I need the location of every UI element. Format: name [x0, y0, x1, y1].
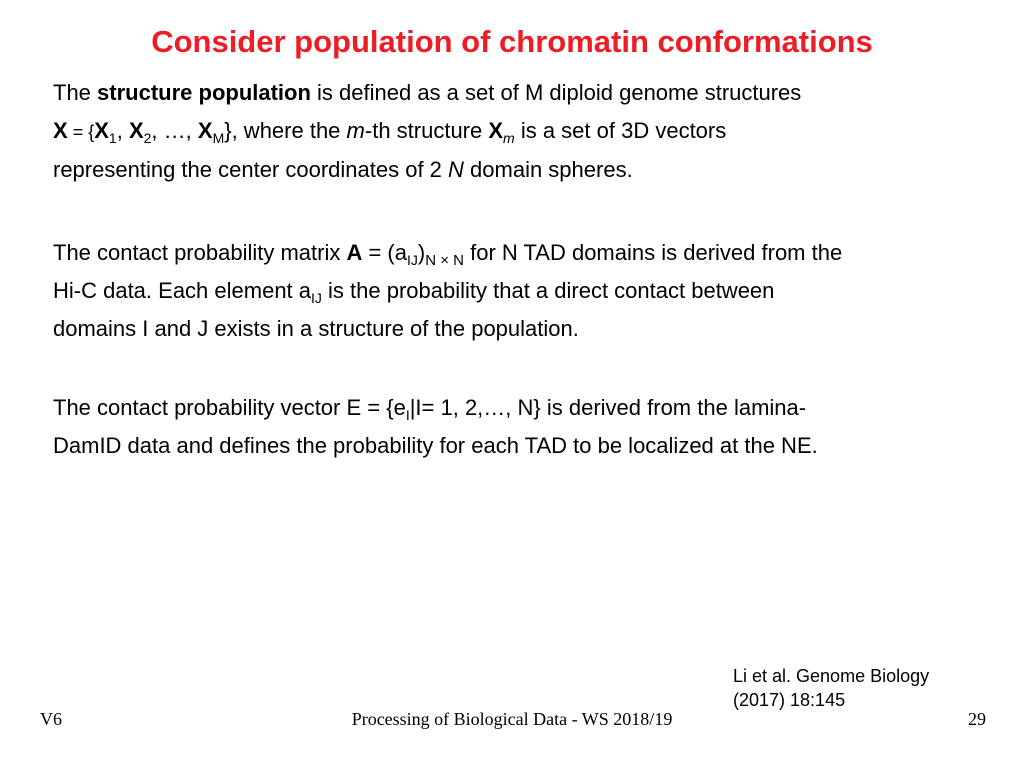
italic-sub-m: m	[503, 130, 515, 146]
paragraph-line	[53, 74, 1003, 112]
italic-m: m	[346, 118, 365, 143]
text-span: |I= 1, 2,…, N} is derived from the lamina-	[409, 395, 807, 420]
paragraph-line	[53, 389, 1003, 427]
subscript: I	[405, 407, 410, 423]
symbol-A: A	[346, 240, 363, 265]
bold-term: structure population	[97, 80, 311, 105]
text-span: domain spheres.	[463, 157, 633, 182]
text-span: Hi-C data. Each element a	[53, 278, 312, 303]
text-span: The contact probability matrix	[53, 240, 347, 265]
contact-vector-paragraph	[53, 389, 1003, 465]
subscript	[503, 130, 515, 146]
citation-line: Li et al. Genome Biology	[733, 666, 930, 686]
text-span: is the probability that a direct contact between	[321, 278, 775, 303]
footer-page-number: 29	[968, 709, 986, 729]
subscript: 1	[108, 130, 117, 146]
italic-N: N	[448, 157, 464, 182]
text-span: for N TAD domains is derived from the	[463, 240, 843, 265]
equals-brace: = {	[67, 122, 95, 142]
subscript: IJ	[407, 252, 418, 268]
symbol-X: X	[53, 118, 68, 143]
symbol-XM: X	[197, 118, 213, 143]
subscript: M	[212, 130, 225, 146]
symbol-X2: X	[128, 118, 144, 143]
text-span: -th structure	[364, 118, 489, 143]
paragraph-line	[53, 234, 1003, 272]
paragraph-line	[53, 272, 1003, 310]
paragraph-line: DamID data and defines the probability for each TAD to be localized at the NE.	[53, 433, 818, 458]
slide-title: Consider population of chromatin conformations	[151, 24, 873, 59]
text-span: The	[53, 80, 98, 105]
text-span: is defined as a set of M diploid genome structures	[310, 80, 802, 105]
text-span: = (a	[362, 240, 407, 265]
contact-matrix-paragraph	[53, 234, 1003, 348]
paragraph-line: domains I and J exists in a structure of the population.	[53, 316, 579, 341]
symbol-X1: X	[94, 118, 109, 143]
subscript: IJ	[311, 290, 322, 306]
text-span: representing the center coordinates of 2	[53, 157, 449, 182]
paragraph-line	[53, 151, 1003, 189]
text-span: , …,	[151, 118, 198, 143]
text-span: ,	[116, 118, 129, 143]
subscript: 2	[143, 130, 152, 146]
text-span: The contact probability vector E = {e	[53, 395, 406, 420]
footer-version: V6	[40, 709, 62, 729]
citation	[733, 664, 1003, 712]
structure-population-paragraph	[53, 74, 1003, 189]
symbol-Xm: X	[488, 118, 504, 143]
subscript: N × N	[425, 252, 464, 269]
text-span: is a set of 3D vectors	[514, 118, 727, 143]
text-span: }, where the	[224, 118, 347, 143]
paragraph-line	[53, 112, 1003, 151]
footer-course-title: Processing of Biological Data - WS 2018/19	[351, 709, 673, 729]
citation-line: (2017) 18:145	[733, 690, 846, 710]
text-span: )	[417, 240, 426, 265]
